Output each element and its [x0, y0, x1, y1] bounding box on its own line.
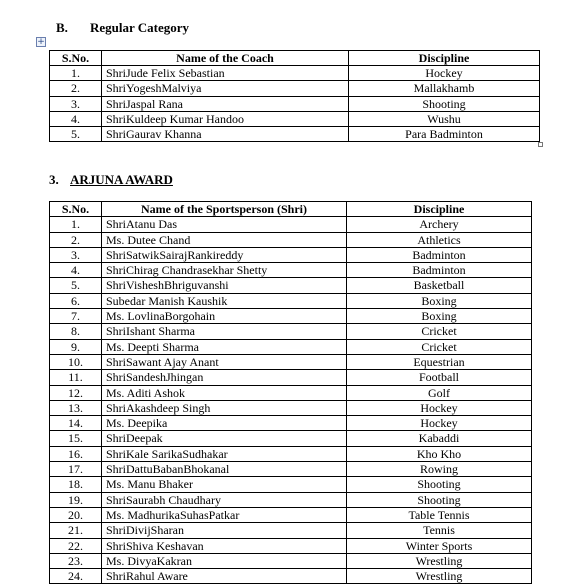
discipline-cell: Hockey: [347, 416, 532, 431]
header-discipline: Discipline: [349, 51, 540, 66]
sno-cell: 15.: [50, 431, 102, 446]
discipline-cell: Shooting: [347, 492, 532, 507]
name-cell: Subedar Manish Kaushik: [102, 293, 347, 308]
sno-cell: 18.: [50, 477, 102, 492]
name-cell: Ms. Dutee Chand: [102, 232, 347, 247]
discipline-cell: Boxing: [347, 309, 532, 324]
name-cell: Ms. LovlinaBorgohain: [102, 309, 347, 324]
sno-cell: 24.: [50, 569, 102, 584]
name-cell: ShriAtanu Das: [102, 217, 347, 232]
name-cell: ShriSatwikSairajRankireddy: [102, 247, 347, 262]
discipline-cell: Winter Sports: [347, 538, 532, 553]
section-b-number: B.: [56, 20, 68, 35]
sno-cell: 9.: [50, 339, 102, 354]
sno-cell: 21.: [50, 523, 102, 538]
name-cell: ShriSandeshJhingan: [102, 370, 347, 385]
section-b-title: Regular Category: [90, 20, 190, 35]
name-cell: ShriShiva Keshavan: [102, 538, 347, 553]
discipline-cell: Rowing: [347, 462, 532, 477]
sno-cell: 23.: [50, 553, 102, 568]
header-sno: S.No.: [50, 51, 102, 66]
discipline-cell: Shooting: [349, 96, 540, 111]
sno-cell: 22.: [50, 538, 102, 553]
sportsperson-row: [50, 370, 532, 385]
discipline-cell: Table Tennis: [347, 507, 532, 522]
sno-cell: 4.: [50, 111, 102, 126]
name-cell: ShriDeepak: [102, 431, 347, 446]
name-cell: ShriSaurabh Chaudhary: [102, 492, 347, 507]
name-cell: ShriAkashdeep Singh: [102, 400, 347, 415]
name-cell: ShriRahul Aware: [102, 569, 347, 584]
name-cell: Ms. MadhurikaSuhasPatkar: [102, 507, 347, 522]
sno-cell: 16.: [50, 446, 102, 461]
coach-row: [50, 66, 540, 81]
coach-row: [50, 81, 540, 96]
sno-cell: 20.: [50, 507, 102, 522]
name-cell: ShriKuldeep Kumar Handoo: [102, 111, 349, 126]
name-cell: ShriDivijSharan: [102, 523, 347, 538]
name-cell: Ms. DivyaKakran: [102, 553, 347, 568]
sno-cell: 11.: [50, 370, 102, 385]
header-coach-name: Name of the Coach: [102, 51, 349, 66]
name-cell: ShriDattuBabanBhokanal: [102, 462, 347, 477]
sno-cell: 13.: [50, 400, 102, 415]
arjuna-table-header: [50, 202, 532, 217]
discipline-cell: Basketball: [347, 278, 532, 293]
sportsperson-row: [50, 569, 532, 584]
sno-cell: 8.: [50, 324, 102, 339]
sportsperson-row: [50, 309, 532, 324]
name-cell: ShriSawant Ajay Anant: [102, 354, 347, 369]
sno-cell: 6.: [50, 293, 102, 308]
discipline-cell: Wrestling: [347, 569, 532, 584]
name-cell: ShriKale SarikaSudhakar: [102, 446, 347, 461]
header-sportsperson-name: Name of the Sportsperson (Shri): [102, 202, 347, 217]
sno-cell: 17.: [50, 462, 102, 477]
sno-cell: 3.: [50, 247, 102, 262]
discipline-cell: Wushu: [349, 111, 540, 126]
name-cell: ShriYogeshMalviya: [102, 81, 349, 96]
sno-cell: 1.: [50, 66, 102, 81]
coach-row: [50, 96, 540, 111]
sportsperson-row: [50, 462, 532, 477]
discipline-cell: Shooting: [347, 477, 532, 492]
sno-cell: 10.: [50, 354, 102, 369]
discipline-cell: Kabaddi: [347, 431, 532, 446]
sno-cell: 2.: [50, 81, 102, 96]
name-cell: Ms. Deepti Sharma: [102, 339, 347, 354]
coach-row: [50, 111, 540, 126]
sportsperson-row: [50, 400, 532, 415]
discipline-cell: Para Badminton: [349, 127, 540, 142]
sno-cell: 12.: [50, 385, 102, 400]
sportsperson-row: [50, 385, 532, 400]
sportsperson-row: [50, 324, 532, 339]
sportsperson-row: [50, 354, 532, 369]
sno-cell: 4.: [50, 263, 102, 278]
sportsperson-row: [50, 431, 532, 446]
sportsperson-row: [50, 492, 532, 507]
discipline-cell: Tennis: [347, 523, 532, 538]
sportsperson-row: [50, 339, 532, 354]
sportsperson-row: [50, 523, 532, 538]
table-resize-handle[interactable]: [538, 142, 543, 147]
sportsperson-row: [50, 293, 532, 308]
coach-table-header: [50, 51, 540, 66]
section-3-number: 3.: [49, 172, 59, 187]
sportsperson-row: [50, 477, 532, 492]
name-cell: ShriJaspal Rana: [102, 96, 349, 111]
name-cell: Ms. Aditi Ashok: [102, 385, 347, 400]
discipline-cell: Badminton: [347, 263, 532, 278]
section-b-heading: [56, 20, 189, 36]
sno-cell: 1.: [50, 217, 102, 232]
sportsperson-row: [50, 232, 532, 247]
discipline-cell: Equestrian: [347, 354, 532, 369]
sno-cell: 3.: [50, 96, 102, 111]
sno-cell: 5.: [50, 278, 102, 293]
discipline-cell: Golf: [347, 385, 532, 400]
name-cell: ShriJude Felix Sebastian: [102, 66, 349, 81]
name-cell: ShriIshant Sharma: [102, 324, 347, 339]
name-cell: ShriVisheshBhriguvanshi: [102, 278, 347, 293]
sportsperson-row: [50, 278, 532, 293]
sportsperson-row: [50, 416, 532, 431]
sportsperson-row: [50, 507, 532, 522]
sno-cell: 2.: [50, 232, 102, 247]
section-3-heading: [49, 172, 173, 188]
table-move-handle-icon[interactable]: +: [37, 37, 45, 47]
coach-table: [49, 50, 540, 142]
discipline-cell: Hockey: [347, 400, 532, 415]
sportsperson-row: [50, 446, 532, 461]
name-cell: ShriChirag Chandrasekhar Shetty: [102, 263, 347, 278]
sno-cell: 5.: [50, 127, 102, 142]
sno-cell: 14.: [50, 416, 102, 431]
discipline-cell: Badminton: [347, 247, 532, 262]
sportsperson-row: [50, 553, 532, 568]
discipline-cell: Hockey: [349, 66, 540, 81]
sno-cell: 7.: [50, 309, 102, 324]
arjuna-award-table: [49, 201, 532, 584]
discipline-cell: Mallakhamb: [349, 81, 540, 96]
discipline-cell: Wrestling: [347, 553, 532, 568]
sportsperson-row: [50, 263, 532, 278]
name-cell: Ms. Deepika: [102, 416, 347, 431]
header-sno: S.No.: [50, 202, 102, 217]
header-discipline: Discipline: [347, 202, 532, 217]
name-cell: ShriGaurav Khanna: [102, 127, 349, 142]
sportsperson-row: [50, 217, 532, 232]
discipline-cell: Cricket: [347, 339, 532, 354]
coach-row: [50, 127, 540, 142]
section-3-title: ARJUNA AWARD: [70, 172, 173, 187]
discipline-cell: Athletics: [347, 232, 532, 247]
discipline-cell: Football: [347, 370, 532, 385]
sportsperson-row: [50, 538, 532, 553]
name-cell: Ms. Manu Bhaker: [102, 477, 347, 492]
sportsperson-row: [50, 247, 532, 262]
sno-cell: 19.: [50, 492, 102, 507]
discipline-cell: Archery: [347, 217, 532, 232]
discipline-cell: Boxing: [347, 293, 532, 308]
discipline-cell: Kho Kho: [347, 446, 532, 461]
discipline-cell: Cricket: [347, 324, 532, 339]
